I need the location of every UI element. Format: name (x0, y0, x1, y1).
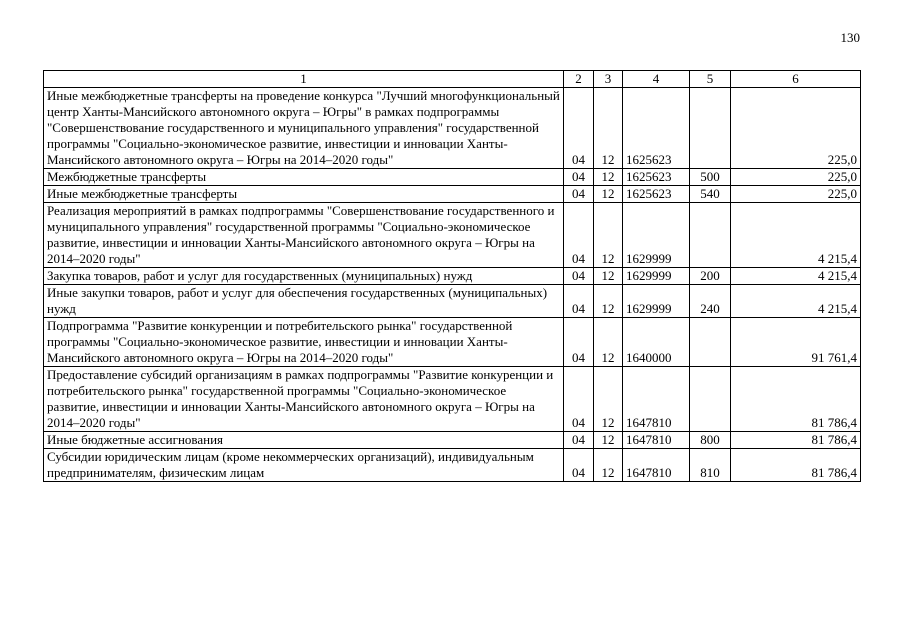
amount: 225,0 (731, 88, 861, 169)
amount: 4 215,4 (731, 268, 861, 285)
target-article-code: 1629999 (623, 203, 690, 268)
expense-type-code: 540 (690, 186, 731, 203)
table-row (44, 367, 861, 432)
subsection-code: 12 (594, 88, 623, 169)
amount: 225,0 (731, 186, 861, 203)
column-header: 2 (564, 71, 594, 88)
row-name: Закупка товаров, работ и услуг для государственных (муниципальных) нужд (44, 268, 564, 285)
expense-type-code: 240 (690, 285, 731, 318)
target-article-code: 1640000 (623, 318, 690, 367)
expense-type-code: 810 (690, 449, 731, 482)
row-name: Иные закупки товаров, работ и услуг для обеспечения государственных (муниципальных) нужд (44, 285, 564, 318)
section-code: 04 (564, 449, 594, 482)
row-name: Иные межбюджетные трансферты на проведение конкурса "Лучший многофункциональный центр Ханты-Мансийского автономного округа – Югры" в рамках подпрограммы "Совершенствование государственного и муниципального управления" государственной программы "Социально-экономическое развитие, инвестиции и инновации Ханты-Мансийского автономного округа – Югры на 2014–2020 годы" (44, 88, 564, 169)
amount: 81 786,4 (731, 367, 861, 432)
expense-type-code: 800 (690, 432, 731, 449)
subsection-code: 12 (594, 169, 623, 186)
column-header: 5 (690, 71, 731, 88)
table-row (44, 432, 861, 449)
column-header: 1 (44, 71, 564, 88)
target-article-code: 1629999 (623, 268, 690, 285)
table-header-row (44, 71, 861, 88)
expense-type-code: 500 (690, 169, 731, 186)
column-header: 6 (731, 71, 861, 88)
section-code: 04 (564, 268, 594, 285)
section-code: 04 (564, 285, 594, 318)
target-article-code: 1647810 (623, 367, 690, 432)
subsection-code: 12 (594, 367, 623, 432)
target-article-code: 1647810 (623, 449, 690, 482)
table-row (44, 88, 861, 169)
budget-table (43, 70, 861, 482)
target-article-code: 1625623 (623, 186, 690, 203)
section-code: 04 (564, 432, 594, 449)
amount: 91 761,4 (731, 318, 861, 367)
amount: 81 786,4 (731, 449, 861, 482)
row-name: Иные бюджетные ассигнования (44, 432, 564, 449)
table-row (44, 186, 861, 203)
target-article-code: 1625623 (623, 169, 690, 186)
row-name: Предоставление субсидий организациям в рамках подпрограммы "Развитие конкуренции и потребительского рынка" государственной программы "Социально-экономическое развитие, инвестиции и инновации Ханты-Мансийского автономного округа – Югры на 2014–2020 годы" (44, 367, 564, 432)
subsection-code: 12 (594, 449, 623, 482)
row-name: Подпрограмма "Развитие конкуренции и потребительского рынка" государственной программы "Социально-экономическое развитие, инвестиции и инновации Ханты-Мансийского автономного округа – Югры на 2014–2020 годы" (44, 318, 564, 367)
target-article-code: 1629999 (623, 285, 690, 318)
section-code: 04 (564, 203, 594, 268)
row-name: Иные межбюджетные трансферты (44, 186, 564, 203)
target-article-code: 1647810 (623, 432, 690, 449)
column-header: 4 (623, 71, 690, 88)
expense-type-code (690, 88, 731, 169)
subsection-code: 12 (594, 186, 623, 203)
row-name: Реализация мероприятий в рамках подпрограммы "Совершенствование государственного и муниципального управления" государственной программы "Социально-экономическое развитие, инвестиции и инновации Ханты-Мансийского автономного округа – Югры на 2014–2020 годы" (44, 203, 564, 268)
expense-type-code (690, 367, 731, 432)
page-number: 130 (840, 30, 860, 45)
subsection-code: 12 (594, 268, 623, 285)
amount: 4 215,4 (731, 285, 861, 318)
amount: 4 215,4 (731, 203, 861, 268)
section-code: 04 (564, 88, 594, 169)
expense-type-code: 200 (690, 268, 731, 285)
subsection-code: 12 (594, 203, 623, 268)
section-code: 04 (564, 186, 594, 203)
table-row (44, 285, 861, 318)
section-code: 04 (564, 169, 594, 186)
table-row (44, 268, 861, 285)
table-row (44, 169, 861, 186)
table-row (44, 203, 861, 268)
expense-type-code (690, 203, 731, 268)
section-code: 04 (564, 367, 594, 432)
section-code: 04 (564, 318, 594, 367)
amount: 81 786,4 (731, 432, 861, 449)
table-row (44, 449, 861, 482)
subsection-code: 12 (594, 285, 623, 318)
row-name: Субсидии юридическим лицам (кроме некоммерческих организаций), индивидуальным предпринимателям, физическим лицам (44, 449, 564, 482)
amount: 225,0 (731, 169, 861, 186)
subsection-code: 12 (594, 318, 623, 367)
target-article-code: 1625623 (623, 88, 690, 169)
row-name: Межбюджетные трансферты (44, 169, 564, 186)
subsection-code: 12 (594, 432, 623, 449)
column-header: 3 (594, 71, 623, 88)
expense-type-code (690, 318, 731, 367)
table-row (44, 318, 861, 367)
